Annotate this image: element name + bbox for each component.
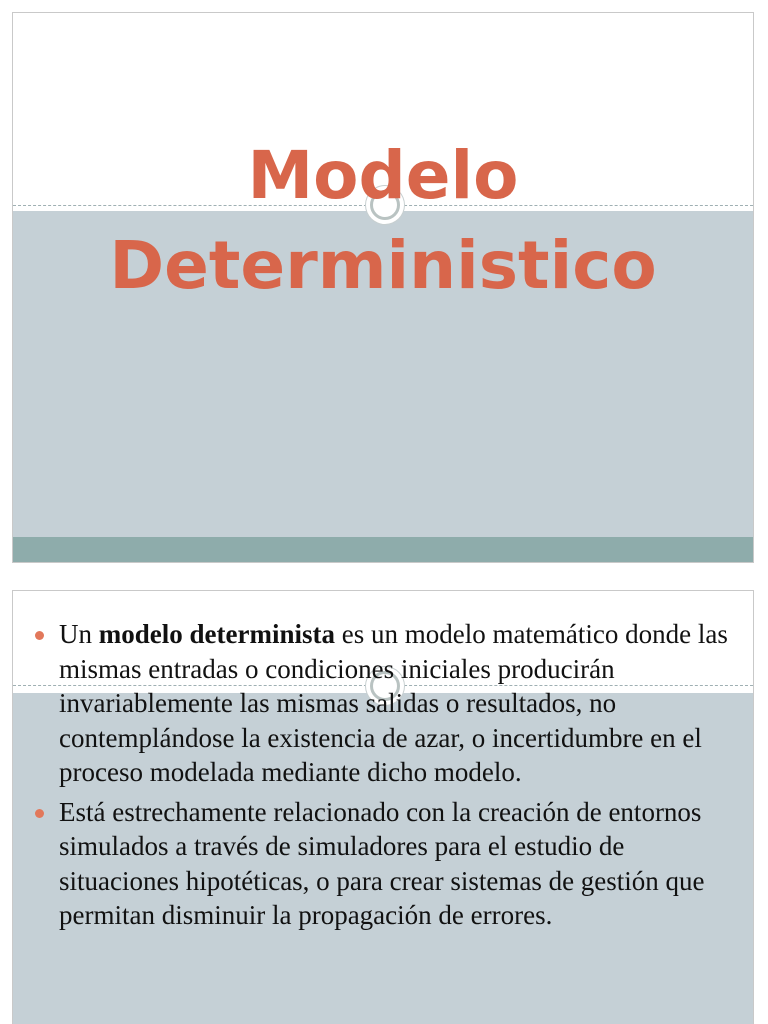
bullet-item — [35, 617, 739, 790]
bullet-dot-icon — [35, 809, 44, 818]
bullet-text: es un modelo matemático donde las mismas entradas o condiciones iniciales producirán invariablemente las mismas salidas o resultados, no contemplándose la existencia de azar, o incertidumbre en el proceso modelada mediante dicho modelo. — [59, 619, 728, 787]
bullet-text: Está estrechamente relacionado con la creación de entornos simulados a través de simuladores para el estudio de situaciones hipotéticas, o para crear sistemas de gestión que permitan disminuir la propagación de errores. — [59, 796, 705, 930]
slide-footer-band — [13, 537, 753, 563]
slide-title-text — [13, 131, 753, 311]
bullet-item — [35, 795, 739, 933]
title-line-1: Modelo — [247, 137, 519, 214]
title-line-2: Deterministico — [109, 227, 657, 304]
slide-title — [12, 12, 754, 563]
bullet-list — [35, 617, 739, 938]
bullet-prefix: Un — [59, 619, 99, 649]
bullet-bold-term: modelo determinista — [98, 619, 335, 649]
bullet-dot-icon — [35, 631, 44, 640]
slide-content — [12, 590, 754, 1024]
